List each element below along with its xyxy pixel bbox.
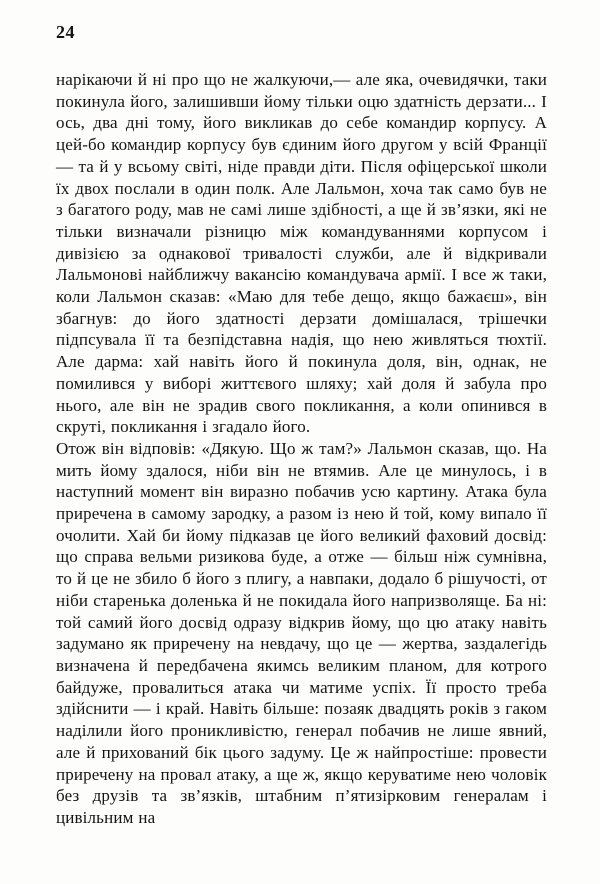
paragraph: нарікаючи й ні про що не жалкуючи,— але яка, очевидячки, таки покинула його, залишивши йому тільки оцю здатність дерзати... І ось, два дні тому, його викликав до себе командир корпусу. А цей-бо командир корпусу був єдиним його другом у всій Франції — та й у всьому світі, ніде правди діти. Після офіцерської школи їх двох послали в один полк. Але Лальмон, хоча так само був не з багатого роду, мав не самі лише здібності, а ще й зв’язки, які не тільки визначали різницю між командуваннями корпусом і дивізією за однакової тривалості служби, але й відкривали Лальмонові найближчу вакансію командувача армії. І все ж таки, коли Лальмон сказав: «Маю для тебе дещо, якщо бажаєш», він збагнув: до його здатності дерзати домішалася, трішечки підпсувала її та безпідставна надія, що нею живляться тюхтії. Але дарма: хай навіть його й покинула доля, він, однак, не помилився у виборі життєвого шляху; хай доля й забула про нього, але він не зрадив свого покликання, а коли опинився в скруті, покликання і згадало його. (56, 70, 547, 437)
page-number: 24 (56, 22, 75, 42)
body-text (56, 69, 547, 829)
paragraph: Отож він відповів: «Дякую. Що ж там?» Лальмон сказав, що. На мить йому здалося, ніби він не втямив. Але це минулось, і в наступний момент він виразно побачив усю картину. Атака була приречена в самому зародку, а разом із нею й той, кому випало її очолити. Хай би йому підказав це його великий фаховий досвід: що справа вельми ризикова буде, а отже — більш ніж сумнівна, то й це не збило б його з плигу, а навпаки, додало б рішучості, от ніби старенька доленька й не покидала його напризволяще. Ба ні: той самий його досвід одразу відкрив йому, що цю атаку навіть задумано як приречену на невдачу, що це — жертва, заздалегідь визначена й передбачена якимсь великим планом, для котрого байдуже, провалиться атака чи матиме успіх. Її просто треба здійснити — і край. Навіть більше: позаяк двадцять років з гаком наділили його проникливістю, генерал побачив не лише явний, але й прихований бік цього задуму. Це ж найпростіше: провести приречену на провал атаку, а ще ж, якщо керуватиме нею чоловік без друзів та зв’язків, штабним п’ятизірковим генералам і цивільним на (56, 438, 547, 827)
